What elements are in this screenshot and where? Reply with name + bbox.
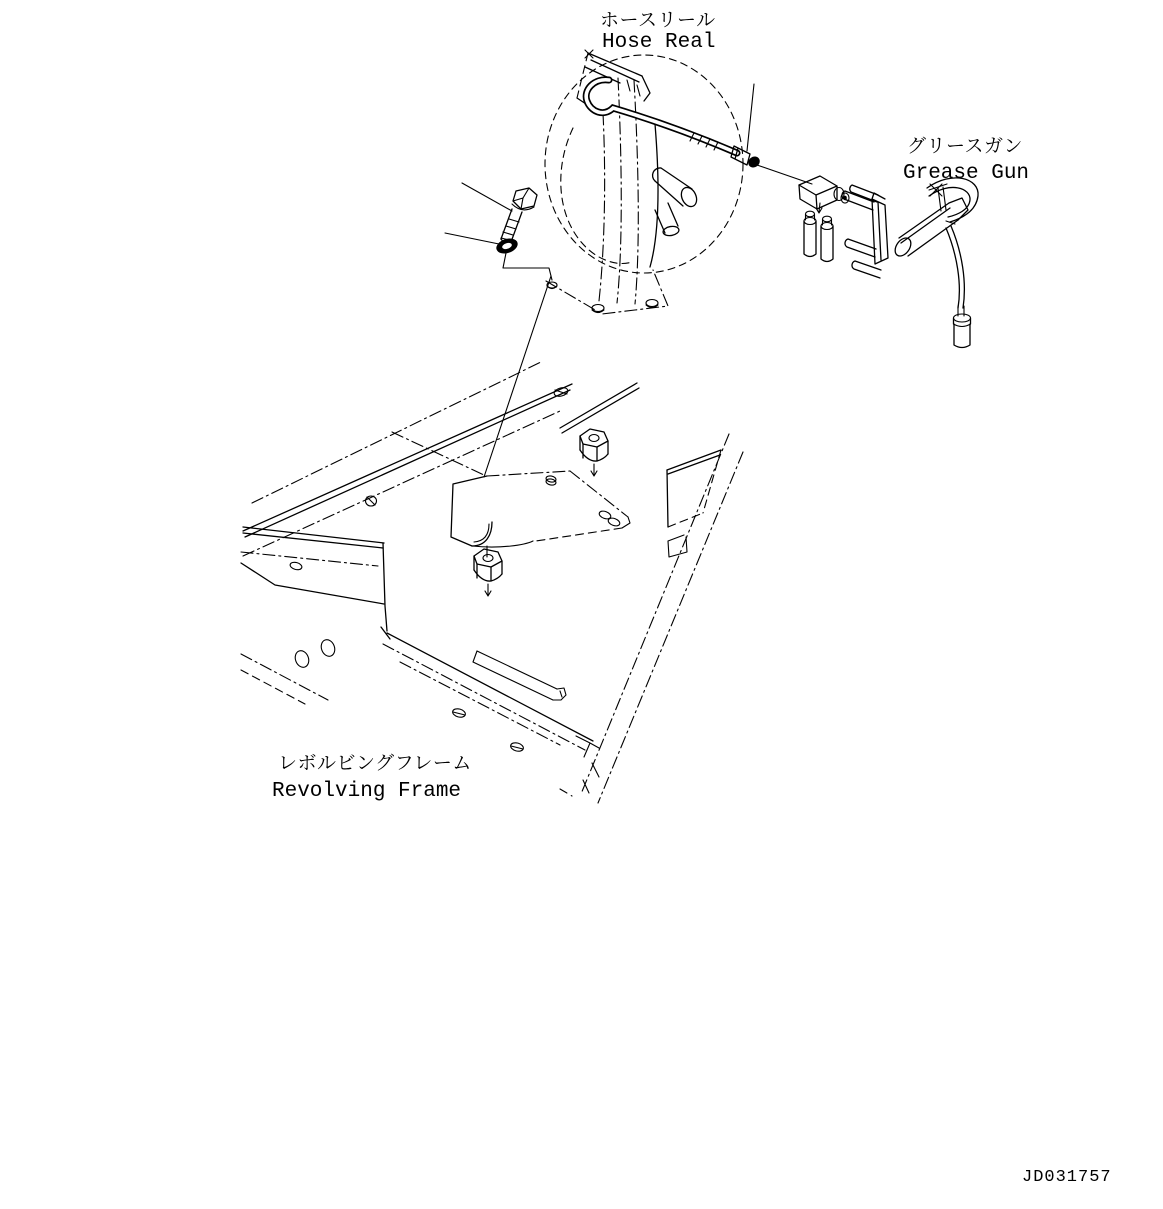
labels [272,9,1112,1187]
revolving-frame-label-ja: レボルビングフレーム [278,752,472,774]
drawing-number: JD031757 [1022,1168,1112,1187]
grease-gun-body [892,178,978,259]
hose-reel-assembly [545,50,762,314]
washer-to-base-line [503,253,552,280]
reel-drum-outline [545,55,743,273]
grease-gun-label-en: Grease Gun [903,162,1030,185]
revolving-frame-label-en: Revolving Frame [272,780,462,803]
frame-slot [473,651,566,700]
bolt-leader-line [462,183,512,211]
leader-lines [445,84,812,477]
grease-nipples [804,211,833,261]
down-arrow-icon [591,464,597,476]
grease-gun-hose-nozzle [946,221,971,348]
hose-fitting-leader [747,84,754,151]
grease-gun-label-ja: グリースガン [907,135,1024,157]
hex-nut-upper [580,429,608,476]
revolving-frame-drawing [241,361,743,803]
reel-handle [653,168,700,237]
grease-gun-assembly [799,176,978,348]
washer [494,236,519,256]
down-arrow-icon [485,584,491,596]
fitting-to-adapter-axis [757,165,812,184]
washer-leader-line [445,233,499,244]
mounting-bolt [501,188,537,243]
base-to-bracket-leader [484,276,551,477]
mounting-bracket-plate [451,471,630,557]
hose-reel-label-en: Hose Real [602,31,716,54]
hose-reel-label-ja: ホースリール [600,9,716,31]
hex-nut-lower [474,549,502,596]
grease-hose [586,80,762,170]
hose-fitting-tip [746,154,762,169]
reel-base-plate [546,270,668,314]
